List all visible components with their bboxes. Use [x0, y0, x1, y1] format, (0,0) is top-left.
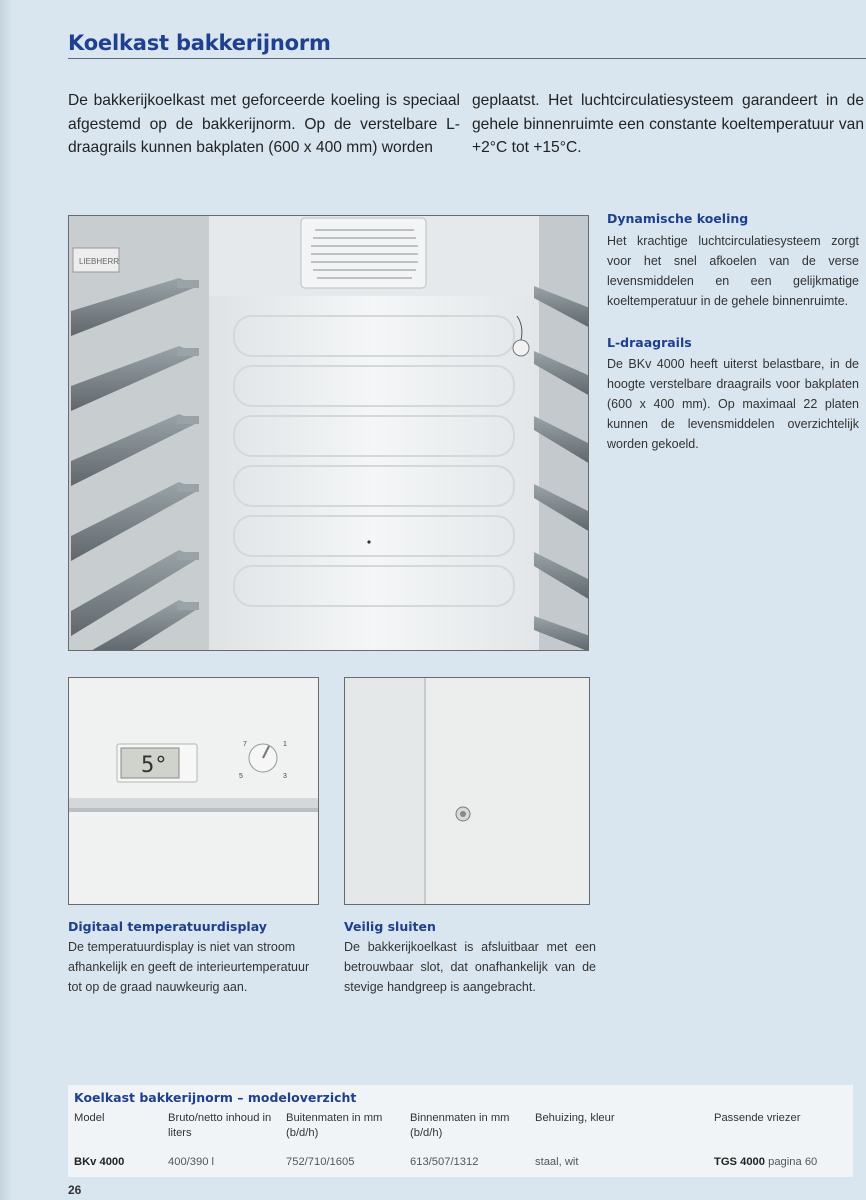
brand-label: LIEBHERR [79, 257, 120, 266]
lock-illustration [345, 678, 590, 905]
table-header: Buitenmaten in mm (b/d/h) [286, 1112, 383, 1139]
table-title: Koelkast bakkerijnorm – modeloverzicht [74, 1090, 357, 1105]
table-cell-outer: 752/710/1605 [286, 1156, 355, 1168]
table-header: Behuizing, kleur [535, 1112, 615, 1124]
feature-text-dynamic-cooling: Het krachtige luchtcirculatiesysteem zorgt voor het snel afkoelen van de verse levensmiddelen en een gelijkmatige koeltemperatuur in de gehele binnenruimte. [607, 234, 859, 308]
temperature-display-photo [68, 677, 319, 905]
feature-text-display: De temperatuurdisplay is niet van stroom afhankelijk en geeft de interieurtemperatuur tot op de graad nauwkeurig aan. [68, 940, 310, 994]
intro-text-left: De bakkerijkoelkast met geforceerde koeling is speciaal afgestemd op de bakkerijnorm. Op de verstelbare L-draagrails kunnen bakplaten (600 x 400 mm) worden [68, 92, 460, 156]
feature-heading-display: Digitaal temperatuurdisplay [68, 919, 267, 934]
dial-mark-1: 1 [283, 741, 287, 748]
fridge-interior-photo [68, 215, 589, 651]
dial-mark-5: 5 [239, 773, 243, 780]
fridge-interior-illustration [69, 216, 589, 651]
feature-heading-lock: Veilig sluiten [344, 919, 436, 934]
page-number: 26 [68, 1183, 82, 1197]
title-divider [68, 58, 866, 59]
page-edge [0, 0, 12, 1200]
freezer-page-ref: pagina 60 [768, 1156, 818, 1168]
table-cell-model: BKv 4000 [74, 1156, 125, 1168]
model-overview-table [68, 1085, 853, 1177]
feature-heading-rails: L-draagrails [607, 335, 692, 350]
table-cell-inner: 613/507/1312 [410, 1156, 479, 1168]
table-cell-volume: 400/390 l [168, 1156, 215, 1168]
feature-text-lock: De bakkerijkoelkast is afsluitbaar met een betrouwbaar slot, dat onafhankelijk van de stevige handgreep is aangebracht. [344, 940, 596, 994]
table-header: Binnenmaten in mm (b/d/h) [410, 1112, 510, 1139]
feature-heading-dynamic-cooling: Dynamische koeling [607, 211, 749, 226]
table-cell-freezer [714, 1155, 817, 1170]
display-reading: 5° [141, 753, 168, 778]
page-title: Koelkast bakkerijnorm [68, 31, 331, 55]
dial-mark-3: 3 [283, 773, 287, 780]
display-illustration [69, 678, 319, 905]
table-cell-housing: staal, wit [535, 1156, 579, 1168]
table-header: Bruto/netto inhoud in liters [168, 1112, 272, 1139]
table-header: Model [74, 1112, 105, 1124]
freezer-model: TGS 4000 [714, 1156, 765, 1168]
intro-text-right: geplaatst. Het luchtcirculatiesysteem garandeert in de gehele binnenruimte een constante koeltemperatuur van +2°C tot +15°C. [472, 92, 864, 156]
dial-mark-7: 7 [243, 741, 247, 748]
door-lock-photo [344, 677, 590, 905]
feature-text-rails: De BKv 4000 heeft uiterst belastbare, in de hoogte verstelbare draagrails voor bakplaten (600 x 400 mm). Op maximaal 22 platen kunnen de levensmiddelen overzichtelijk worden gekoeld. [607, 357, 859, 451]
table-header: Passende vriezer [714, 1112, 801, 1124]
